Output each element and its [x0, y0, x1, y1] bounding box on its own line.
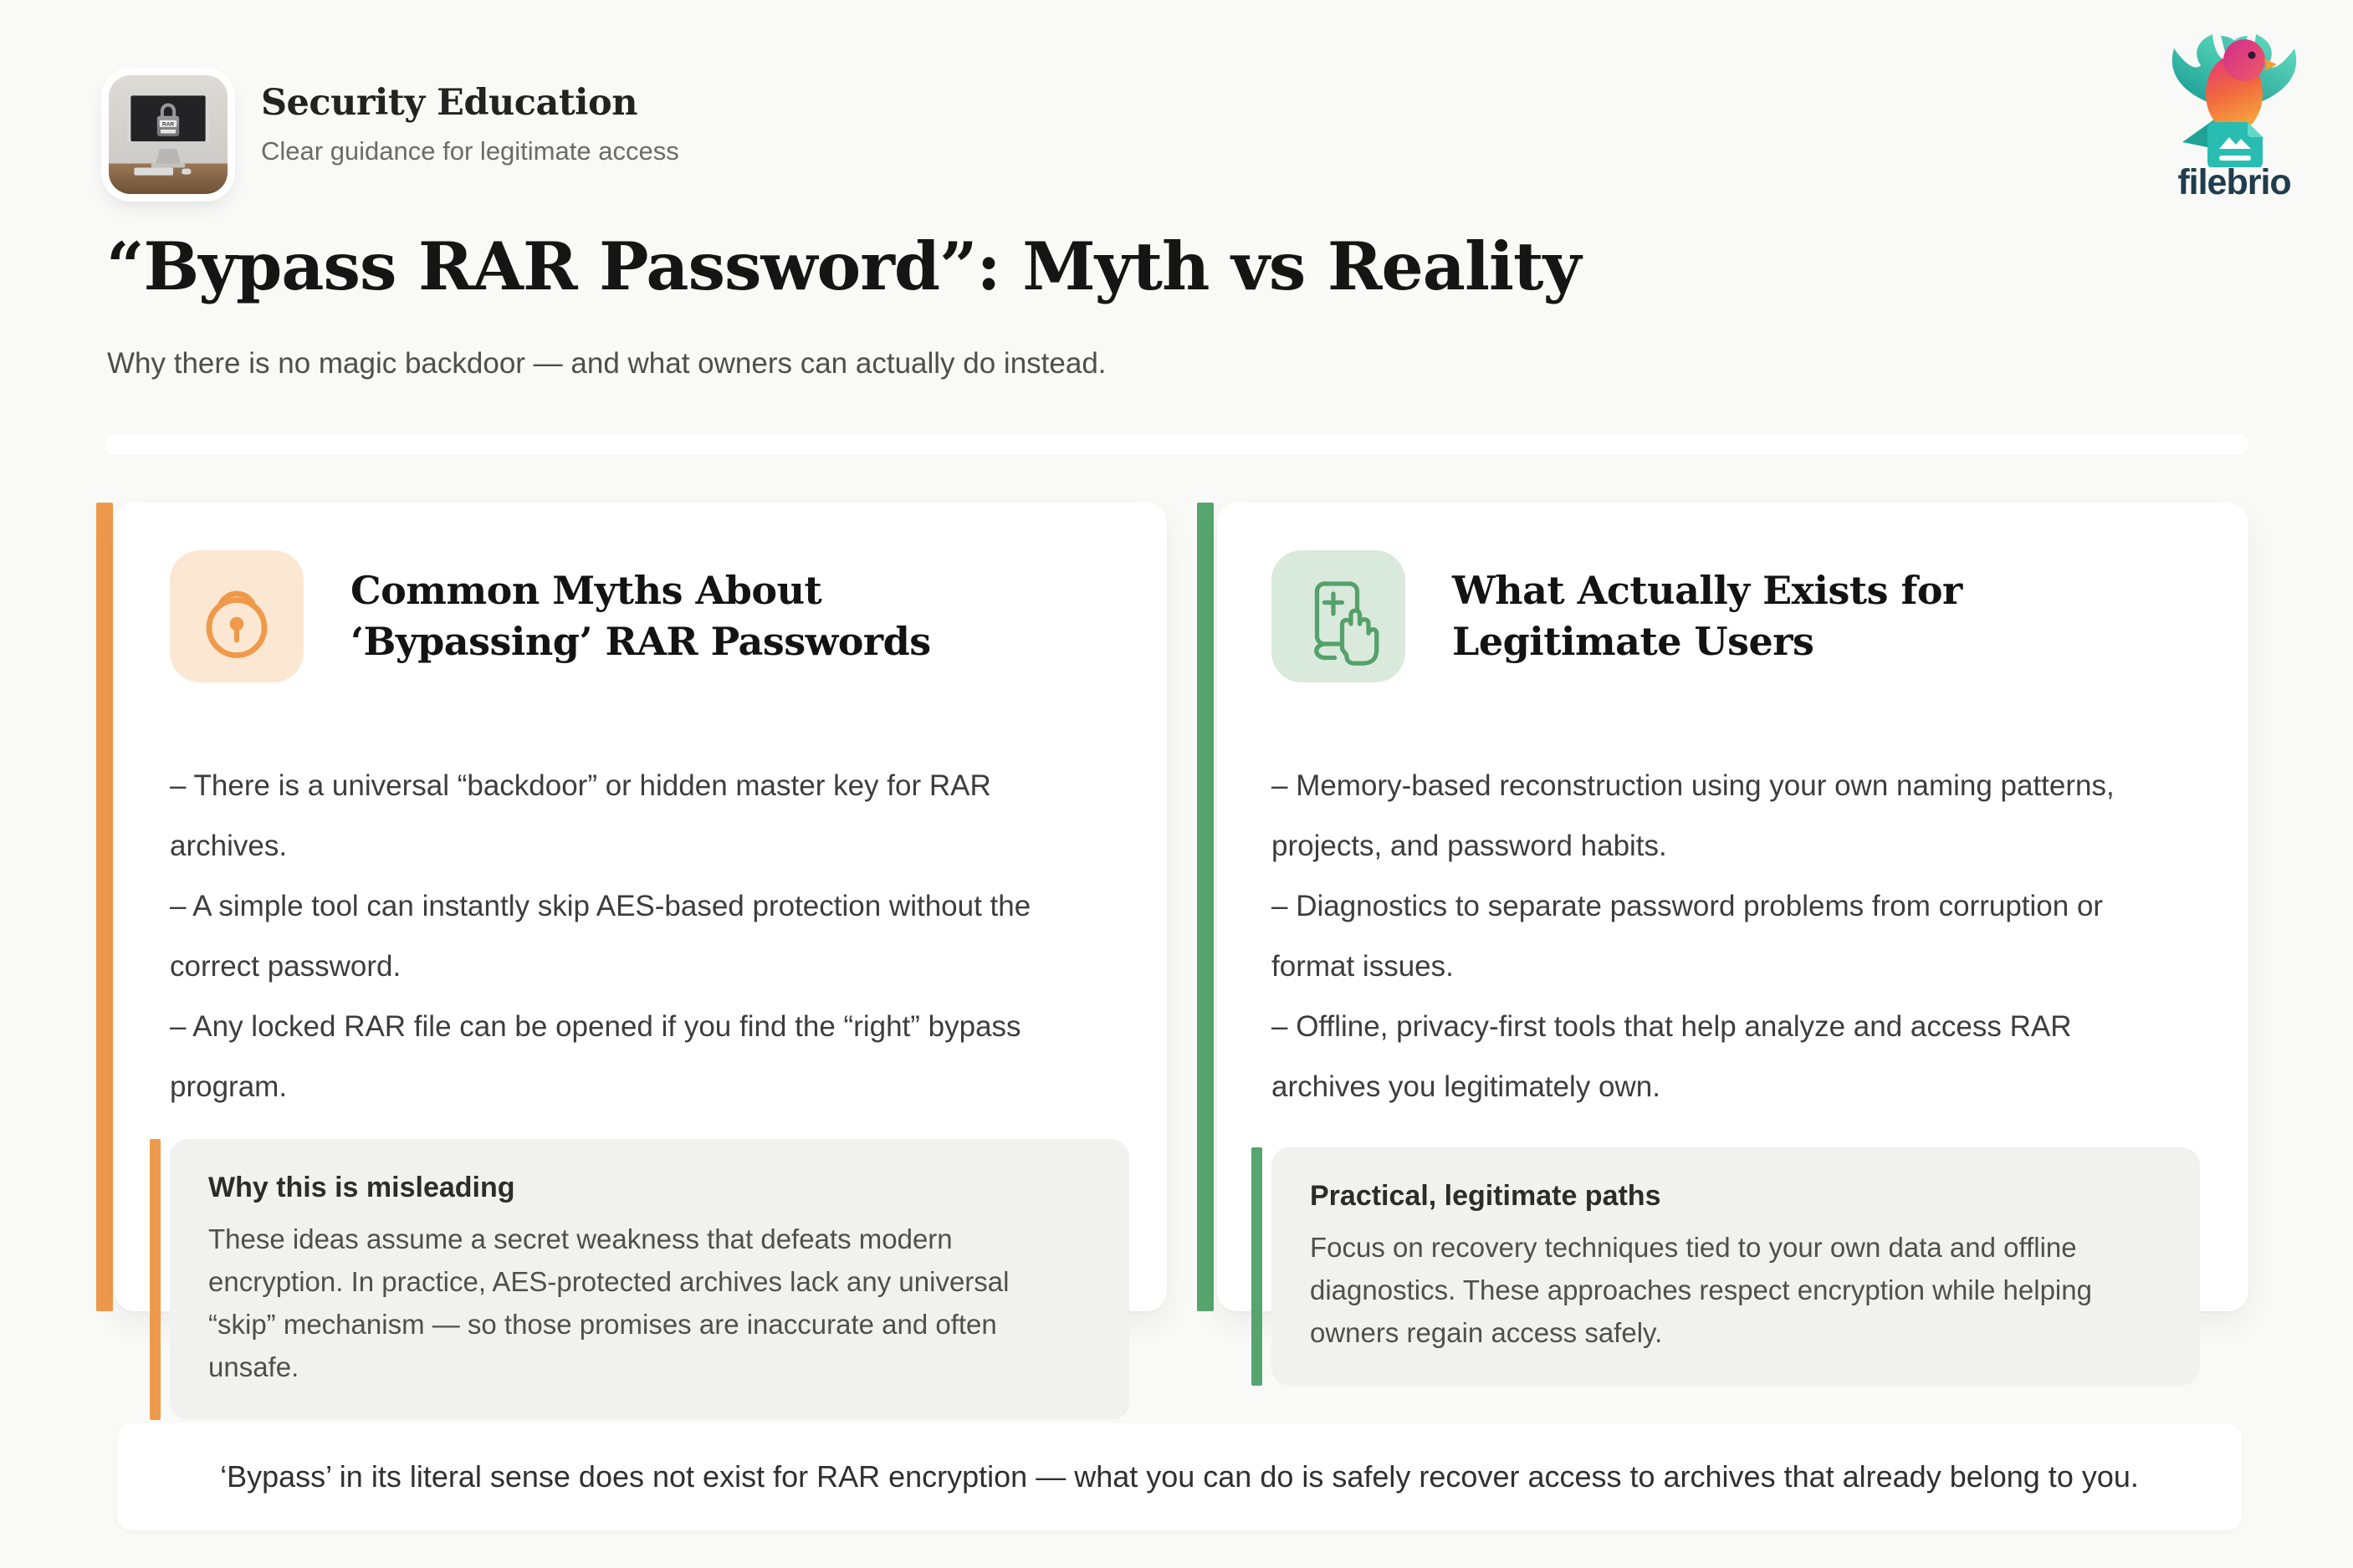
footer-note-bar [117, 1423, 2242, 1530]
myth-callout [170, 1139, 1129, 1420]
myth-bullet: – Any locked RAR file can be opened if you find the “right” bypass program. [170, 1010, 1021, 1103]
bird-on-file-icon [2146, 23, 2323, 167]
myth-card-header [170, 550, 1129, 682]
rar-lock-photo [109, 75, 228, 194]
reality-card-header [1271, 550, 2200, 682]
reality-callout-heading: Practical, legitimate paths [1310, 1180, 1661, 1212]
divider-strip [105, 434, 2248, 455]
rar-locked-computer-photo-icon [109, 75, 228, 194]
reality-bullets [1271, 756, 2200, 1117]
header-badge-title: Security Education [261, 82, 637, 124]
myth-card-title: Common Myths About ‘Bypassing’ RAR Passwords [350, 568, 931, 664]
oath-hand-book-icon [1288, 566, 1389, 667]
myth-icon-tile [170, 550, 304, 682]
myth-bullets [170, 756, 1129, 1117]
padlock-icon [187, 566, 287, 667]
reality-callout-body: Focus on recovery techniques tied to your own data and offline diagnostics. These approaches respect encryption while helping owners regain access safely. [1310, 1232, 2092, 1348]
brand-name: filebrio [2177, 162, 2291, 202]
reality-card [1217, 503, 2248, 1348]
footer-note: ‘Bypass’ in its literal sense does not exist for RAR encryption — what you can do is safely recover access to archives that already belong to you. [220, 1459, 2139, 1494]
myth-card-accent-bar [96, 503, 113, 1311]
page-subtitle: Why there is no magic backdoor — and what owners can actually do instead. [107, 347, 1107, 380]
myth-callout-heading: Why this is misleading [208, 1172, 515, 1203]
myth-callout-body: These ideas assume a secret weakness that defeats modern encryption. In practice, AES-protected archives lack any universal “skip” mechanism — so those promises are inaccurate and often unsafe. [208, 1223, 1010, 1382]
reality-callout [1271, 1147, 2200, 1386]
thumbnail-lock-label: RAR [161, 121, 175, 128]
filebrio-logo [2138, 23, 2330, 203]
reality-bullet: – Diagnostics to separate password problems from corruption or format issues. [1271, 890, 2104, 983]
reality-bullet: – Memory-based reconstruction using your own naming patterns, projects, and password habits. [1271, 769, 2115, 862]
reality-card-title: What Actually Exists for Legitimate Users [1452, 568, 1962, 664]
reality-bullet: – Offline, privacy-first tools that help analyze and access RAR archives you legitimately own. [1271, 1010, 2072, 1103]
page-title: “Bypass RAR Password”: Myth vs Reality [106, 227, 1581, 305]
myth-card [115, 503, 1167, 1382]
header-badge-subtitle: Clear guidance for legitimate access [261, 136, 679, 166]
reality-icon-tile [1271, 550, 1405, 682]
reality-card-accent-bar [1197, 503, 1214, 1311]
myth-bullet: – There is a universal “backdoor” or hidden master key for RAR archives. [170, 769, 991, 862]
myth-bullet: – A simple tool can instantly skip AES-based protection without the correct password. [170, 890, 1031, 983]
